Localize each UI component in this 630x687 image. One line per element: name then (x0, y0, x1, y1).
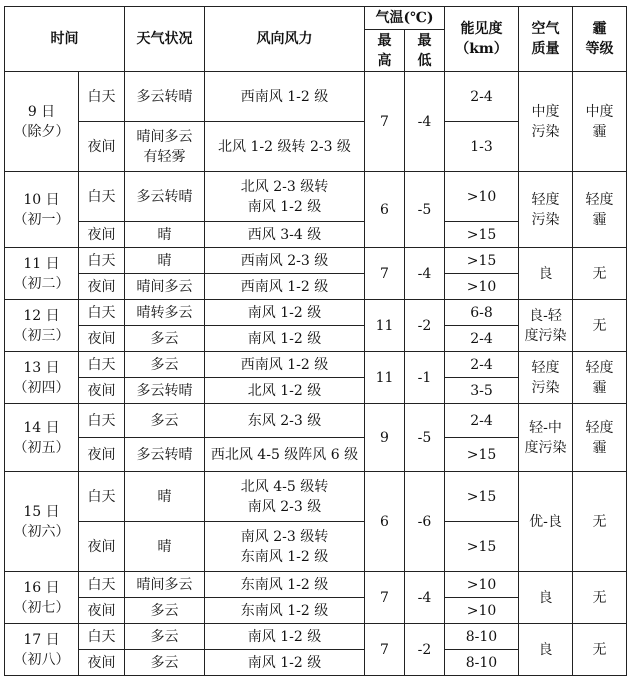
haze-level-cell-line: 霾 (592, 123, 607, 140)
wind-cell: 北风 1-2 级 (205, 378, 365, 404)
temp-low-cell: -5 (405, 172, 445, 248)
air-quality-cell-line: 污染 (531, 211, 560, 228)
haze-level-cell-line: 霾 (592, 439, 607, 456)
weather-cell: 多云 (125, 404, 205, 438)
wind-cell: 西南风 1-2 级 (205, 274, 365, 300)
wind-cell-line: 北风 2-3 级转 (240, 178, 329, 195)
weather-cell: 多云 (125, 326, 205, 352)
date-label: 11 日 (23, 255, 60, 272)
period-cell: 白天 (79, 472, 125, 522)
air-quality-cell-line: 度污染 (524, 439, 567, 456)
temp-low-cell: -4 (405, 572, 445, 624)
air-quality-cell (519, 352, 573, 404)
header-visibility-unit: （km） (455, 41, 508, 57)
air-quality-cell (519, 300, 573, 352)
table-row (5, 572, 627, 598)
header-temp-low (405, 30, 445, 72)
forecast-body (5, 72, 627, 676)
header-temperature: 气温(℃) (365, 7, 445, 30)
header-temp-low-line: 低 (417, 52, 432, 69)
date-cell (5, 352, 79, 404)
visibility-cell: 2-4 (445, 326, 519, 352)
visibility-cell: 6-8 (445, 300, 519, 326)
haze-level-cell-line: 霾 (592, 211, 607, 228)
forecast-table-container (4, 6, 627, 676)
table-row (5, 300, 627, 326)
period-cell: 白天 (79, 404, 125, 438)
wind-cell (205, 522, 365, 572)
weather-cell: 多云转晴 (125, 378, 205, 404)
period-cell: 白天 (79, 72, 125, 122)
haze-level-cell (573, 404, 627, 472)
period-cell: 白天 (79, 624, 125, 650)
visibility-cell: 2-4 (445, 404, 519, 438)
haze-level-cell (573, 172, 627, 248)
weather-cell: 多云转晴 (125, 438, 205, 472)
wind-cell: 东风 2-3 级 (205, 404, 365, 438)
lunar-label: （初六） (13, 523, 70, 540)
date-cell (5, 72, 79, 172)
wind-cell (205, 472, 365, 522)
wind-cell-line: 南风 2-3 级转 (240, 528, 329, 545)
weather-cell: 多云转晴 (125, 72, 205, 122)
temp-low-cell: -4 (405, 72, 445, 172)
temp-low-cell: -6 (405, 472, 445, 572)
haze-level-cell: 无 (573, 300, 627, 352)
weather-cell-line: 有轻雾 (143, 148, 186, 165)
air-quality-cell (519, 404, 573, 472)
weather-cell (125, 122, 205, 172)
lunar-label: （初一） (13, 211, 70, 228)
air-quality-cell-line: 轻度 (531, 359, 560, 376)
date-label: 17 日 (23, 631, 60, 648)
air-quality-cell: 良 (519, 248, 573, 300)
air-quality-cell-line: 轻度 (531, 191, 560, 208)
wind-cell: 南风 1-2 级 (205, 300, 365, 326)
table-row (5, 624, 627, 650)
header-time: 时间 (5, 7, 125, 72)
table-row (5, 172, 627, 222)
header-visibility-line: 能见度 (460, 21, 503, 37)
weather-cell: 多云 (125, 352, 205, 378)
date-label: 13 日 (23, 359, 60, 376)
wind-cell-line: 东南风 1-2 级 (240, 548, 329, 565)
haze-level-cell-line: 霾 (592, 379, 607, 396)
date-label: 12 日 (23, 307, 60, 324)
wind-cell: 南风 1-2 级 (205, 624, 365, 650)
period-cell: 白天 (79, 248, 125, 274)
visibility-cell: 1-3 (445, 122, 519, 172)
temp-high-cell: 7 (365, 72, 405, 172)
date-label: 9 日 (27, 103, 56, 120)
weather-cell: 晴间多云 (125, 572, 205, 598)
wind-cell (205, 172, 365, 222)
lunar-label: （初三） (13, 327, 70, 344)
period-cell: 夜间 (79, 274, 125, 300)
haze-level-cell: 无 (573, 248, 627, 300)
weather-cell: 晴 (125, 522, 205, 572)
air-quality-cell (519, 172, 573, 248)
wind-cell: 西南风 1-2 级 (205, 72, 365, 122)
temp-low-cell: -1 (405, 352, 445, 404)
temp-low-cell: -2 (405, 300, 445, 352)
header-air-line: 空气 (531, 21, 560, 37)
visibility-cell: >10 (445, 598, 519, 624)
air-quality-cell-line: 度污染 (524, 327, 567, 344)
lunar-label: （初五） (13, 439, 70, 456)
weather-cell: 晴转多云 (125, 300, 205, 326)
air-quality-cell-line: 污染 (531, 379, 560, 396)
header-haze-line: 等级 (585, 41, 614, 57)
air-quality-cell: 良 (519, 572, 573, 624)
wind-cell: 南风 1-2 级 (205, 650, 365, 676)
wind-cell: 西南风 1-2 级 (205, 352, 365, 378)
weather-cell-line: 晴间多云 (136, 128, 193, 145)
lunar-label: （初二） (13, 275, 70, 292)
haze-level-cell-line: 轻度 (585, 191, 614, 208)
header-air-quality (519, 7, 573, 72)
haze-level-cell (573, 352, 627, 404)
forecast-table (4, 6, 627, 676)
wind-cell-line: 北风 4-5 级转 (240, 478, 329, 495)
visibility-cell: >15 (445, 522, 519, 572)
period-cell: 白天 (79, 172, 125, 222)
date-label: 10 日 (23, 191, 60, 208)
weather-cell: 多云 (125, 624, 205, 650)
date-cell (5, 572, 79, 624)
air-quality-cell: 优-良 (519, 472, 573, 572)
visibility-cell: >15 (445, 438, 519, 472)
haze-level-cell-line: 轻度 (585, 359, 614, 376)
table-row (5, 472, 627, 522)
table-row (5, 248, 627, 274)
temp-high-cell: 9 (365, 404, 405, 472)
weather-cell: 晴间多云 (125, 274, 205, 300)
table-row (5, 352, 627, 378)
visibility-cell: >15 (445, 248, 519, 274)
temp-high-cell: 6 (365, 172, 405, 248)
air-quality-cell-line: 轻-中 (529, 419, 562, 436)
haze-level-cell: 无 (573, 572, 627, 624)
date-cell (5, 404, 79, 472)
visibility-cell: >10 (445, 274, 519, 300)
temp-low-cell: -4 (405, 248, 445, 300)
period-cell: 夜间 (79, 598, 125, 624)
wind-cell: 西北风 4-5 级阵风 6 级 (205, 438, 365, 472)
temp-low-cell: -2 (405, 624, 445, 676)
visibility-cell: 8-10 (445, 624, 519, 650)
lunar-label: （初八） (13, 651, 70, 668)
temp-high-cell: 6 (365, 472, 405, 572)
header-temp-high-line: 最 (377, 32, 392, 49)
date-cell (5, 472, 79, 572)
date-cell (5, 624, 79, 676)
temp-high-cell: 7 (365, 624, 405, 676)
header-visibility (445, 7, 519, 72)
header-weather: 天气状况 (125, 7, 205, 72)
haze-level-cell-line: 轻度 (585, 419, 614, 436)
haze-level-cell-line: 中度 (585, 103, 614, 120)
date-label: 14 日 (23, 419, 60, 436)
weather-cell: 晴 (125, 248, 205, 274)
wind-cell: 南风 1-2 级 (205, 326, 365, 352)
haze-level-cell: 无 (573, 472, 627, 572)
header-temp-high-line: 高 (377, 52, 392, 69)
period-cell: 夜间 (79, 222, 125, 248)
wind-cell: 东南风 1-2 级 (205, 572, 365, 598)
lunar-label: （初七） (13, 599, 70, 616)
wind-cell: 西风 3-4 级 (205, 222, 365, 248)
visibility-cell: >10 (445, 172, 519, 222)
visibility-cell: >10 (445, 572, 519, 598)
temp-high-cell: 11 (365, 352, 405, 404)
wind-cell: 北风 1-2 级转 2-3 级 (205, 122, 365, 172)
haze-level-cell (573, 72, 627, 172)
weather-cell: 晴 (125, 222, 205, 248)
period-cell: 白天 (79, 300, 125, 326)
weather-cell: 多云 (125, 650, 205, 676)
lunar-label: （初四） (13, 379, 70, 396)
weather-cell: 多云转晴 (125, 172, 205, 222)
wind-cell: 东南风 1-2 级 (205, 598, 365, 624)
period-cell: 夜间 (79, 438, 125, 472)
period-cell: 白天 (79, 572, 125, 598)
air-quality-cell-line: 污染 (531, 123, 560, 140)
header-air-line: 质量 (531, 41, 560, 57)
date-cell (5, 248, 79, 300)
header-haze-line: 霾 (592, 21, 607, 37)
visibility-cell: 8-10 (445, 650, 519, 676)
table-row (5, 72, 627, 122)
period-cell: 夜间 (79, 122, 125, 172)
period-cell: 夜间 (79, 326, 125, 352)
period-cell: 夜间 (79, 650, 125, 676)
wind-cell-line: 南风 1-2 级 (247, 198, 322, 215)
header-temp-low-line: 最 (417, 32, 432, 49)
period-cell: 夜间 (79, 378, 125, 404)
air-quality-cell (519, 72, 573, 172)
weather-cell: 多云 (125, 598, 205, 624)
temp-low-cell: -5 (405, 404, 445, 472)
date-cell (5, 172, 79, 248)
table-row (5, 404, 627, 438)
temp-high-cell: 11 (365, 300, 405, 352)
temp-high-cell: 7 (365, 248, 405, 300)
haze-level-cell: 无 (573, 624, 627, 676)
visibility-cell: 3-5 (445, 378, 519, 404)
period-cell: 白天 (79, 352, 125, 378)
date-label: 16 日 (23, 579, 60, 596)
date-label: 15 日 (23, 503, 60, 520)
weather-cell: 晴 (125, 472, 205, 522)
header-temp-high (365, 30, 405, 72)
air-quality-cell: 良 (519, 624, 573, 676)
visibility-cell: 2-4 (445, 72, 519, 122)
air-quality-cell-line: 良-轻 (529, 307, 562, 324)
date-cell (5, 300, 79, 352)
air-quality-cell-line: 中度 (531, 103, 560, 120)
lunar-label: （除夕） (13, 123, 70, 140)
visibility-cell: >15 (445, 472, 519, 522)
period-cell: 夜间 (79, 522, 125, 572)
wind-cell-line: 南风 2-3 级 (247, 498, 322, 515)
visibility-cell: 2-4 (445, 352, 519, 378)
visibility-cell: >15 (445, 222, 519, 248)
wind-cell: 西南风 2-3 级 (205, 248, 365, 274)
header-haze-level (573, 7, 627, 72)
temp-high-cell: 7 (365, 572, 405, 624)
header-wind: 风向风力 (205, 7, 365, 72)
